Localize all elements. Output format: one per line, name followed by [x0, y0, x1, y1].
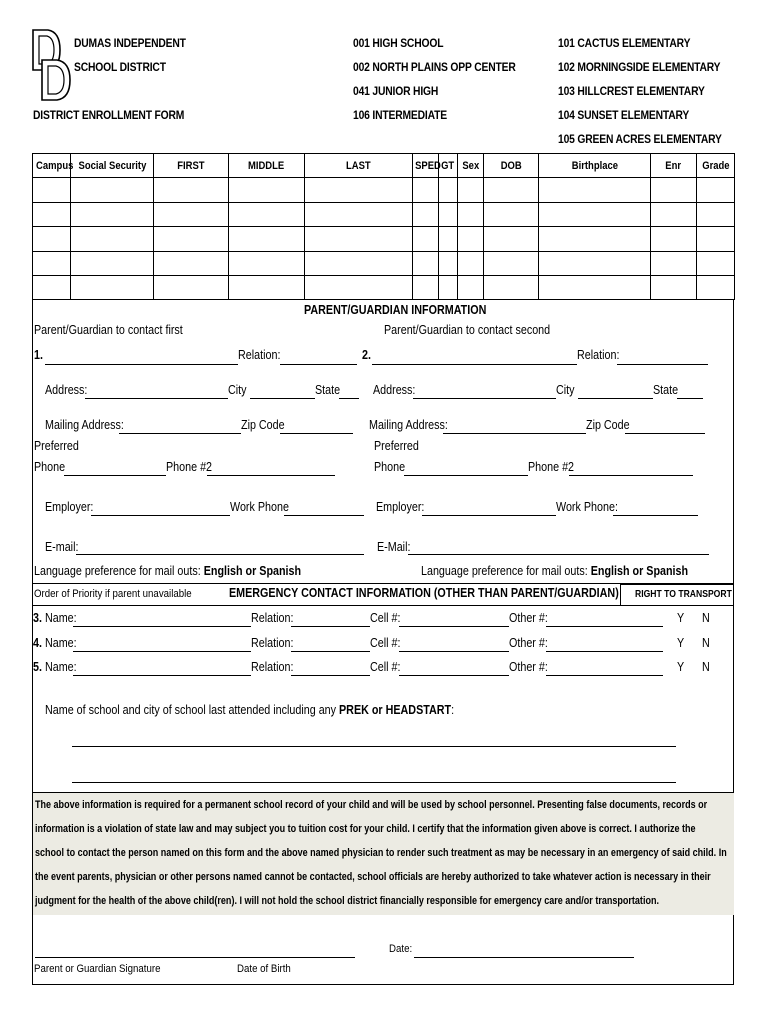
guardian-2-language-label: Language preference for mail outs: English or Spanish — [421, 564, 689, 578]
legal-line: judgment for the health of the above child(ren). I will not hold the school district financially responsible for emergency care and/or transportation. — [35, 895, 659, 907]
last-school-line-1[interactable] — [72, 746, 676, 747]
col-enr: Enr — [651, 154, 697, 178]
dob-label: Date of Birth — [237, 963, 291, 975]
legal-line: The above information is required for a permanent school record of your child and will be used by school personnel. Presenting false documents, records or — [35, 799, 708, 811]
emergency-other-label: Other #: — [509, 660, 548, 674]
guardian-2-relation-field[interactable] — [617, 364, 708, 365]
guardian-2-number: 2. — [362, 348, 371, 362]
table-header-row — [33, 154, 735, 178]
last-school-prompt: Name of school and city of school last attended including any PREK or HEADSTART: — [45, 703, 455, 717]
guardian-1-language-label: Language preference for mail outs: English or Spanish — [34, 564, 302, 578]
guardian-2-employer-field[interactable] — [422, 515, 556, 516]
contact-second-label: Parent/Guardian to contact second — [384, 323, 551, 337]
guardian-2-city-field[interactable] — [578, 398, 653, 399]
guardian-2-state-field[interactable] — [677, 398, 703, 399]
campus-item: 041 JUNIOR HIGH — [353, 84, 439, 98]
legal-statement — [33, 793, 734, 915]
guardian-2-phone-label: Phone — [374, 460, 406, 474]
student-table — [32, 153, 735, 300]
district-name-line2: SCHOOL DISTRICT — [74, 60, 166, 74]
guardian-2-phone2-field[interactable] — [569, 475, 693, 476]
campus-item: 106 INTERMEDIATE — [353, 108, 447, 122]
guardian-section-title: PARENT/GUARDIAN INFORMATION — [304, 303, 487, 317]
guardian-2-city-label: City — [556, 383, 575, 397]
emergency-relation-field[interactable] — [291, 626, 370, 627]
emergency-other-label: Other #: — [509, 636, 548, 650]
right-to-transport-label: RIGHT TO TRANSPORT — [635, 589, 732, 600]
guardian-2-phone-field[interactable] — [404, 475, 528, 476]
guardian-1-address-field[interactable] — [85, 398, 228, 399]
guardian-1-preferred-label: Preferred — [34, 439, 79, 453]
emergency-relation-label: Relation: — [251, 611, 294, 625]
guardian-1-name-field[interactable] — [45, 364, 238, 365]
col-middle: MIDDLE — [229, 154, 305, 178]
guardian-2-zip-label: Zip Code — [586, 418, 630, 432]
campus-item: 101 CACTUS ELEMENTARY — [558, 36, 691, 50]
table-row[interactable] — [33, 251, 735, 275]
district-name-line1: DUMAS INDEPENDENT — [74, 36, 186, 50]
col-campus: Campus — [33, 154, 71, 178]
guardian-2-preferred-label: Preferred — [374, 439, 419, 453]
emergency-cell-field[interactable] — [399, 626, 509, 627]
campus-item: 002 NORTH PLAINS OPP CENTER — [353, 60, 516, 74]
guardian-1-phone-label: Phone — [34, 460, 66, 474]
col-social-security: Social Security — [71, 154, 154, 178]
transport-yes-option[interactable]: Y — [677, 660, 685, 674]
guardian-1-email-label: E-mail: — [45, 540, 79, 554]
guardian-1-language-options[interactable]: English or Spanish — [203, 564, 302, 578]
last-school-line-2[interactable] — [72, 782, 676, 783]
transport-yes-option[interactable]: Y — [677, 611, 685, 625]
guardian-2-address-field[interactable] — [413, 398, 556, 399]
guardian-1-zip-field[interactable] — [280, 433, 353, 434]
col-gt: GT — [439, 154, 458, 178]
emergency-name-field[interactable] — [73, 651, 251, 652]
guardian-2-workphone-field[interactable] — [613, 515, 698, 516]
form-title: DISTRICT ENROLLMENT FORM — [33, 108, 185, 122]
guardian-1-zip-label: Zip Code — [241, 418, 285, 432]
emergency-other-field[interactable] — [546, 675, 663, 676]
col-dob: DOB — [484, 154, 539, 178]
campus-item: 001 HIGH SCHOOL — [353, 36, 444, 50]
guardian-1-state-label: State — [315, 383, 341, 397]
guardian-1-workphone-label: Work Phone — [230, 500, 289, 514]
table-row[interactable] — [33, 275, 735, 299]
signature-label: Parent or Guardian Signature — [34, 963, 161, 975]
col-birthplace: Birthplace — [539, 154, 651, 178]
district-logo — [30, 28, 74, 104]
transport-no-option[interactable]: N — [702, 660, 710, 674]
guardian-2-language-options[interactable]: English or Spanish — [590, 564, 689, 578]
table-row[interactable] — [33, 202, 735, 226]
emergency-other-label: Other #: — [509, 611, 548, 625]
col-last: LAST — [305, 154, 413, 178]
emergency-name-field[interactable] — [73, 675, 251, 676]
emergency-other-field[interactable] — [546, 626, 663, 627]
campus-item: 104 SUNSET ELEMENTARY — [558, 108, 690, 122]
guardian-2-email-field[interactable] — [408, 554, 709, 555]
guardian-1-employer-label: Employer: — [45, 500, 94, 514]
guardian-2-zip-field[interactable] — [625, 433, 705, 434]
col-first: FIRST — [154, 154, 229, 178]
guardian-1-mailing-label: Mailing Address: — [45, 418, 124, 432]
guardian-1-mailing-field[interactable] — [119, 433, 241, 434]
campus-item: 102 MORNINGSIDE ELEMENTARY — [558, 60, 721, 74]
frame-bottom — [32, 984, 734, 985]
emergency-relation-field[interactable] — [291, 651, 370, 652]
transport-no-option[interactable]: N — [702, 636, 710, 650]
table-row[interactable] — [33, 178, 735, 202]
col-sped: SPED — [413, 154, 439, 178]
emergency-cell-label: Cell #: — [370, 660, 401, 674]
col-grade: Grade — [697, 154, 735, 178]
contact-first-label: Parent/Guardian to contact first — [34, 323, 183, 337]
emergency-relation-field[interactable] — [291, 675, 370, 676]
table-row[interactable] — [33, 227, 735, 251]
campus-item: 103 HILLCREST ELEMENTARY — [558, 84, 705, 98]
date-line[interactable] — [414, 957, 634, 958]
guardian-1-city-field[interactable] — [250, 398, 315, 399]
guardian-1-phone-field[interactable] — [64, 475, 166, 476]
date-label: Date: — [389, 943, 413, 955]
emergency-row-label: 4. Name: — [33, 636, 77, 650]
emergency-cell-label: Cell #: — [370, 636, 401, 650]
guardian-2-state-label: State — [653, 383, 679, 397]
guardian-1-state-field[interactable] — [339, 398, 359, 399]
guardian-1-number: 1. — [34, 348, 43, 362]
guardian-1-phone2-field[interactable] — [207, 475, 335, 476]
emergency-row-label: 3. Name: — [33, 611, 77, 625]
guardian-1-city-label: City — [228, 383, 247, 397]
guardian-1-relation-label: Relation: — [238, 348, 281, 362]
guardian-2-relation-label: Relation: — [577, 348, 620, 362]
emergency-row-label: 5. Name: — [33, 660, 77, 674]
guardian-2-mailing-label: Mailing Address: — [369, 418, 448, 432]
legal-line: information is a violation of state law and may subject you to tuition cost for your child. I certify that the information given above is correct. I authorize the — [35, 823, 696, 835]
guardian-1-address-label: Address: — [45, 383, 88, 397]
emergency-section-title: EMERGENCY CONTACT INFORMATION (OTHER THAN PARENT/GUARDIAN) — [229, 586, 619, 600]
guardian-1-phone2-label: Phone #2 — [166, 460, 213, 474]
guardian-2-mailing-field[interactable] — [443, 433, 586, 434]
emergency-other-field[interactable] — [546, 651, 663, 652]
emergency-cell-field[interactable] — [399, 675, 509, 676]
emergency-relation-label: Relation: — [251, 636, 294, 650]
right-to-transport-box — [620, 584, 734, 606]
guardian-1-relation-field[interactable] — [280, 364, 357, 365]
guardian-2-workphone-label: Work Phone: — [556, 500, 618, 514]
transport-yes-option[interactable]: Y — [677, 636, 685, 650]
guardian-2-phone2-label: Phone #2 — [528, 460, 575, 474]
signature-line[interactable] — [35, 957, 355, 958]
guardian-1-email-field[interactable] — [76, 554, 364, 555]
emergency-relation-label: Relation: — [251, 660, 294, 674]
priority-note: Order of Priority if parent unavailable — [34, 588, 192, 600]
col-sex: Sex — [458, 154, 484, 178]
campus-item: 105 GREEN ACRES ELEMENTARY — [558, 132, 722, 146]
guardian-2-address-label: Address: — [373, 383, 416, 397]
emergency-cell-field[interactable] — [399, 651, 509, 652]
guardian-2-name-field[interactable] — [372, 364, 577, 365]
transport-no-option[interactable]: N — [702, 611, 710, 625]
guardian-2-email-label: E-Mail: — [377, 540, 411, 554]
guardian-1-workphone-field[interactable] — [284, 515, 364, 516]
emergency-name-field[interactable] — [73, 626, 251, 627]
legal-line: the event parents, physician or other persons named cannot be contacted, school officials are hereby authorized to take whatever action is necessary in their — [35, 871, 711, 883]
guardian-2-employer-label: Employer: — [376, 500, 425, 514]
emergency-divider-bottom — [32, 605, 734, 606]
legal-line: school to contact the person named on this form and the above named physician to render such treatment as may be necessary in an emergency of said child. In — [35, 847, 727, 859]
emergency-cell-label: Cell #: — [370, 611, 401, 625]
guardian-1-employer-field[interactable] — [91, 515, 230, 516]
